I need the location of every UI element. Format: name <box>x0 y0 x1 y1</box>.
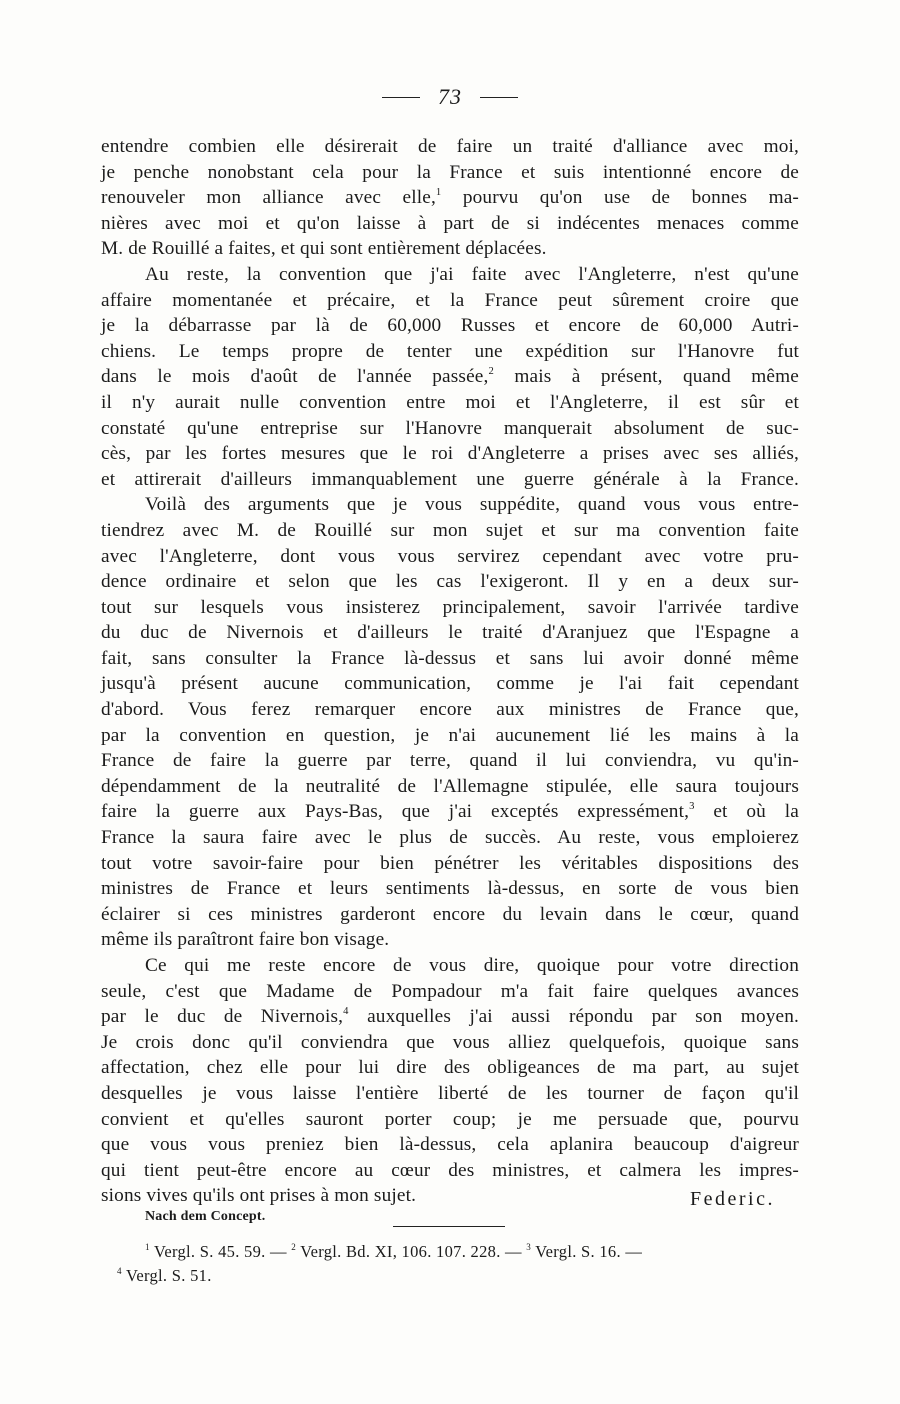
header-rule-right <box>480 97 518 98</box>
text-line: tout votre savoir-faire pour bien pénétrer les véritables dispositions des <box>101 852 799 874</box>
text-line: ministres de France et leurs sentiments là-dessus, en sorte de vous bien <box>101 878 799 900</box>
text-line: Au reste, la convention que j'ai faite avec l'Angleterre, n'est qu'une <box>145 263 799 285</box>
text-line: chiens. Le temps propre de tenter une expédition sur l'Hanovre fut <box>101 340 799 362</box>
text-line: convient et qu'elles sauront porter coup; je me persuade que, pourvu <box>101 1108 799 1130</box>
text-line: avec l'Angleterre, dont vous vous servirez cependant avec votre pru- <box>101 545 799 567</box>
text-line: par le duc de Nivernois,$^4$ auxquelles j'ai aussi répondu par son moyen. <box>101 1006 799 1028</box>
text-line: desquelles je vous laisse l'entière liberté de les tourner de façon qu'il <box>101 1082 799 1104</box>
footnote-separator <box>393 1226 505 1227</box>
footnote-marker: 4 <box>117 1266 122 1277</box>
footnote-ref: 1 <box>435 187 442 199</box>
text-line: affaire momentanée et précaire, et la France peut sûrement croire que <box>101 289 799 311</box>
text-line: entendre combien elle désirerait de faire un traité d'alliance avec moi, <box>101 136 799 157</box>
text-line: affectation, chez elle pour lui dire des obligeances de ma part, au sujet <box>101 1057 799 1079</box>
text-line: que vous vous preniez bien là-dessus, cela aplanira beaucoup d'aigreur <box>101 1134 799 1156</box>
text-line: Je crois donc qu'il conviendra que vous alliez quelquefois, quoique sans <box>101 1031 799 1053</box>
text-line: je la débarrasse par là de 60,000 Russes et encore de 60,000 Autri- <box>101 315 799 337</box>
footnote-line: $^1$ Vergl. S. 45. 59. — $^2$ Vergl. Bd. XI, 106. 107. 228. — $^3$ Vergl. S. 16. — <box>145 1242 643 1261</box>
footnote-ref: 3 <box>689 801 695 813</box>
text-line: seule, c'est que Madame de Pompadour m'a fait faire quelques avances <box>101 980 799 1002</box>
text-line: renouveler mon alliance avec elle,$^1$ pourvu qu'on use de bonnes ma- <box>101 187 799 209</box>
text-line: je penche nonobstant cela pour la France et suis intentionné encore de <box>101 161 799 183</box>
text-line: il n'y aurait nulle convention entre moi et l'Angleterre, il est sûr et <box>101 391 799 413</box>
footnote-line: $^4$ Vergl. S. 51. <box>117 1266 212 1285</box>
text-line: dans le mois d'août de l'année passée,$^2$ mais à présent, quand même <box>101 366 799 388</box>
text-line: d'abord. Vous ferez remarquer encore aux ministres de France que, <box>101 699 799 721</box>
text-line: nières avec moi et qu'on laisse à part de si indécentes menaces comme <box>101 212 799 234</box>
text-line: faire la guerre aux Pays-Bas, que j'ai exceptés expressément,$^3$ et où la <box>101 801 799 823</box>
page-number: 73 <box>438 84 462 109</box>
text-line: constaté qu'une entreprise sur l'Hanovre manquerait absolument de suc- <box>101 417 799 439</box>
footnote-marker: 1 <box>145 1242 150 1253</box>
text-line: fait, sans consulter la France là-dessus et sans lui avoir donné même <box>101 647 799 669</box>
letter-body <box>101 134 799 1209</box>
text-line: France la saura faire avec le plus de succès. Au reste, vous emploierez <box>101 827 799 849</box>
text-line: Voilà des arguments que je vous suppédite, quand vous vous entre- <box>145 494 799 516</box>
text-line: par la convention en question, je n'ai aucunement lié les mains à la <box>101 724 799 746</box>
text-line: même ils paraîtront faire bon visage. <box>101 929 390 951</box>
text-line: France de faire la guerre par terre, quand il lui conviendra, vu qu'in- <box>101 750 799 772</box>
signature: Federic. <box>690 1188 775 1211</box>
text-line: dépendamment de la neutralité de l'Allemagne stipulée, elle saura toujours <box>101 775 799 797</box>
page-header <box>0 84 900 110</box>
text-line: cès, par les fortes mesures que le roi d'Angleterre a prises avec ses alliés, <box>101 443 799 465</box>
text-line: sions vives qu'ils ont prises à mon sujet. Federic. <box>101 1183 799 1209</box>
text-line: dence ordinaire et selon que les cas l'exigeront. Il y en a deux sur- <box>101 571 799 593</box>
footnote-ref: 4 <box>343 1006 349 1018</box>
footnote-ref: 2 <box>488 366 494 378</box>
text-line: M. de Rouillé a faites, et qui sont entièrement déplacées. <box>101 238 547 260</box>
text-line: qui tient peut-être encore au cœur des ministres, et calmera les impres- <box>101 1159 799 1181</box>
header-rule-left <box>382 97 420 98</box>
text-line: du duc de Nivernois et d'ailleurs le traité d'Aranjuez que l'Espagne a <box>101 622 799 644</box>
footnotes <box>117 1240 800 1288</box>
text-line: jusqu'à présent aucune communication, comme je l'ai fait cependant <box>101 673 799 695</box>
text-line: et attirerait d'ailleurs immanquablement une guerre générale à la France. <box>101 468 799 490</box>
footnote-marker: 3 <box>526 1242 532 1253</box>
text-line: tiendrez avec M. de Rouillé sur mon sujet et sur ma convention faite <box>101 519 799 541</box>
text-line: Ce qui me reste encore de vous dire, quoique pour votre direction <box>145 955 799 976</box>
source-note: Nach dem Concept. <box>145 1209 266 1224</box>
footnote-marker: 2 <box>291 1242 297 1253</box>
text-line: éclairer si ces ministres garderont encore du levain dans le cœur, quand <box>101 903 799 925</box>
text-line: tout sur lesquels vous insisterez principalement, savoir l'arrivée tardive <box>101 596 799 618</box>
